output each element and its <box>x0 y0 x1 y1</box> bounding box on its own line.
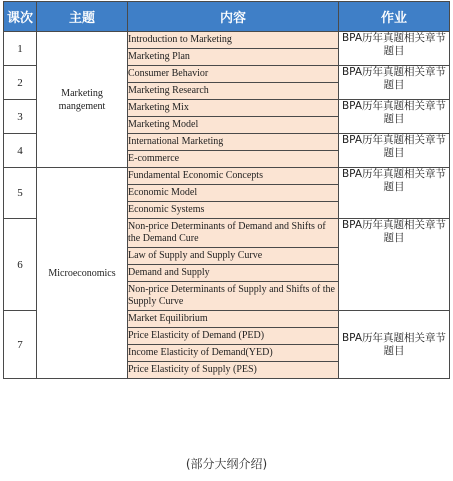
content-item: Market Equilibrium <box>128 311 339 328</box>
header-theme: 主题 <box>37 2 128 32</box>
content-item: Price Elasticity of Supply (PES) <box>128 362 339 379</box>
content-item: International Marketing <box>128 134 339 151</box>
header-homework: 作业 <box>339 2 450 32</box>
homework-cell: BPA历年真题相关章节题目 <box>339 134 450 168</box>
lesson-number: 7 <box>4 311 37 379</box>
content-item: Law of Supply and Supply Curve <box>128 248 339 265</box>
lesson-number: 4 <box>4 134 37 168</box>
lesson-number: 5 <box>4 168 37 219</box>
theme-marketing: Marketing mangement <box>37 32 128 168</box>
homework-cell: BPA历年真题相关章节题目 <box>339 168 450 219</box>
lesson-number: 1 <box>4 32 37 66</box>
homework-cell: BPA历年真题相关章节题目 <box>339 100 450 134</box>
content-item: Consumer Behavior <box>128 66 339 83</box>
table-row <box>4 168 450 185</box>
theme-microeconomics: Microeconomics <box>37 168 128 379</box>
table-caption: (部分大纲介绍) <box>185 457 268 471</box>
content-item: Demand and Supply <box>128 265 339 282</box>
content-item: Marketing Plan <box>128 49 339 66</box>
content-item: Non-price Determinants of Demand and Shifts of the Demand Cure <box>128 219 339 248</box>
table-row <box>4 32 450 49</box>
lesson-number: 2 <box>4 66 37 100</box>
content-item: Marketing Model <box>128 117 339 134</box>
content-item: E-commerce <box>128 151 339 168</box>
content-item: Fundamental Economic Concepts <box>128 168 339 185</box>
content-item: Economic Model <box>128 185 339 202</box>
content-item: Non-price Determinants of Supply and Shifts of the Supply Curve <box>128 282 339 311</box>
header-lesson: 课次 <box>4 2 37 32</box>
homework-cell: BPA历年真题相关章节题目 <box>339 66 450 100</box>
lesson-number: 3 <box>4 100 37 134</box>
content-item: Price Elasticity of Demand (PED) <box>128 328 339 345</box>
homework-cell: BPA历年真题相关章节题目 <box>339 219 450 311</box>
content-item: Economic Systems <box>128 202 339 219</box>
header-row <box>4 2 450 32</box>
lesson-number: 6 <box>4 219 37 311</box>
content-item: Marketing Mix <box>128 100 339 117</box>
homework-cell: BPA历年真题相关章节题目 <box>339 32 450 66</box>
content-item: Marketing Research <box>128 83 339 100</box>
homework-cell: BPA历年真题相关章节题目 <box>339 311 450 379</box>
syllabus-table <box>3 1 450 379</box>
header-content: 内容 <box>128 2 339 32</box>
content-item: Income Elasticity of Demand(YED) <box>128 345 339 362</box>
content-item: Introduction to Marketing <box>128 32 339 49</box>
